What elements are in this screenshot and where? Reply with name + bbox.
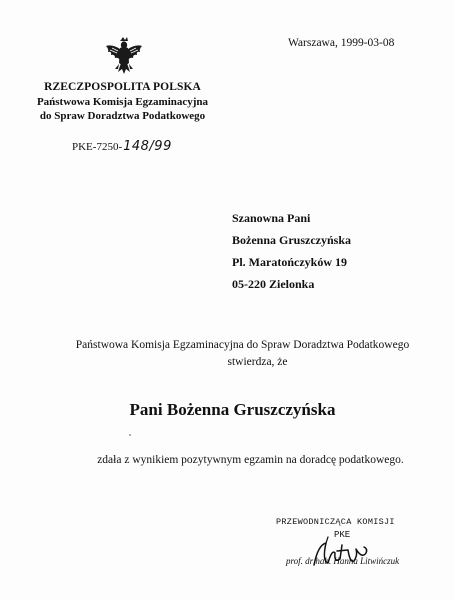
handwritten-signature-icon	[304, 531, 384, 575]
signature-title: PRZEWODNICZĄCA KOMISJI	[276, 517, 395, 527]
signer-name: prof. dr hab. Hanna Litwińczuk	[286, 556, 400, 566]
institution-line-1: RZECZPOSPOLITA POLSKA	[44, 81, 201, 93]
institution-line-2: Państwowa Komisja Egzaminacyjna	[36, 95, 209, 108]
institution-line-3: do Spraw Doradztwa Podatkowego	[39, 110, 206, 122]
reference-number	[72, 139, 172, 154]
addressee-street: Pl. Maratończyków 19	[232, 255, 347, 269]
addressee-name: Bożenna Gruszczyńska	[232, 233, 352, 247]
statement-line-1: Państwowa Komisja Egzaminacyjna do Spraw Doradztwa Podatkowego	[75, 339, 410, 351]
place-date: Warszawa, 1999-03-08	[288, 37, 395, 49]
recipient-name: Pani Bożenna Gruszczyńska	[129, 400, 336, 419]
addressee-block	[232, 207, 351, 295]
institution-block	[0, 80, 245, 124]
statement	[0, 337, 455, 371]
eagle-emblem-icon	[104, 36, 144, 80]
addressee-city: 05-220 Zielonka	[232, 277, 315, 291]
signature-block	[276, 517, 416, 566]
reference-handwritten: 148/99	[123, 139, 172, 154]
reference-prefix: PKE-7250-	[72, 141, 123, 153]
signature-org: PKE	[334, 530, 351, 540]
scan-speck	[129, 434, 131, 436]
exam-result: zdała z wynikiem pozytywnym egzamin na doradcę podatkowego.	[97, 454, 404, 466]
statement-line-2: stwierdza, że	[227, 356, 288, 368]
addressee-salutation: Szanowna Pani	[232, 211, 311, 225]
